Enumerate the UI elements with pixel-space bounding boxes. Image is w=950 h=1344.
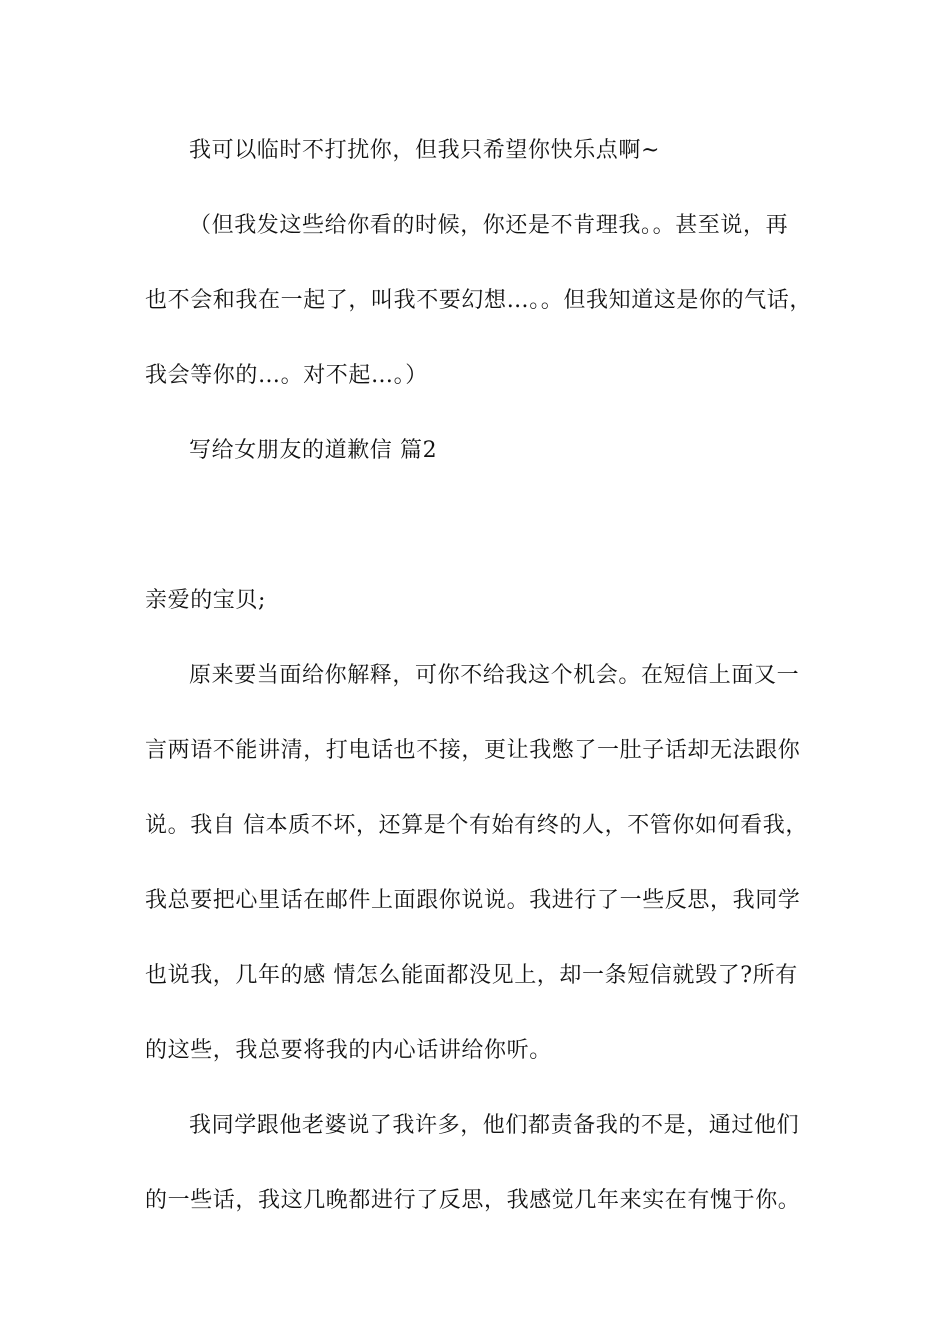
section-heading: 写给女朋友的道歉信 篇2 bbox=[189, 438, 438, 463]
salutation: 亲爱的宝贝; bbox=[145, 588, 267, 613]
paragraph-line: 我同学跟他老婆说了我许多，他们都责备我的不是，通过他们 bbox=[189, 1113, 800, 1138]
paragraph-line: 的这些，我总要将我的内心话讲给你听。 bbox=[145, 1038, 552, 1063]
paragraph-line: 我会等你的…。对不起…。） bbox=[145, 363, 428, 388]
paragraph-line: 说。我自 信本质不坏，还算是个有始有终的人，不管你如何看我， bbox=[145, 813, 808, 838]
paragraph-line: 原来要当面给你解释，可你不给我这个机会。在短信上面又一 bbox=[189, 663, 800, 688]
paragraph-line: 我可以临时不打扰你，但我只希望你快乐点啊~ bbox=[189, 138, 661, 163]
paragraph-line: 也不会和我在一起了，叫我不要幻想…。。但我知道这是你的气话， bbox=[145, 288, 813, 313]
paragraph-line: 也说我，几年的感 情怎么能面都没见上，却一条短信就毁了?所有 bbox=[145, 963, 798, 988]
paragraph-line: 我总要把心里话在邮件上面跟你说说。我进行了一些反思，我同学 bbox=[145, 888, 801, 913]
paragraph-line: （但我发这些给你看的时候，你还是不肯理我。。甚至说，再 bbox=[189, 213, 789, 238]
paragraph-line: 的一些话，我这几晚都进行了反思，我感觉几年来实在有愧于你。 bbox=[145, 1188, 801, 1213]
paragraph-line: 言两语不能讲清，打电话也不接，更让我憋了一肚子话却无法跟你 bbox=[145, 738, 801, 763]
